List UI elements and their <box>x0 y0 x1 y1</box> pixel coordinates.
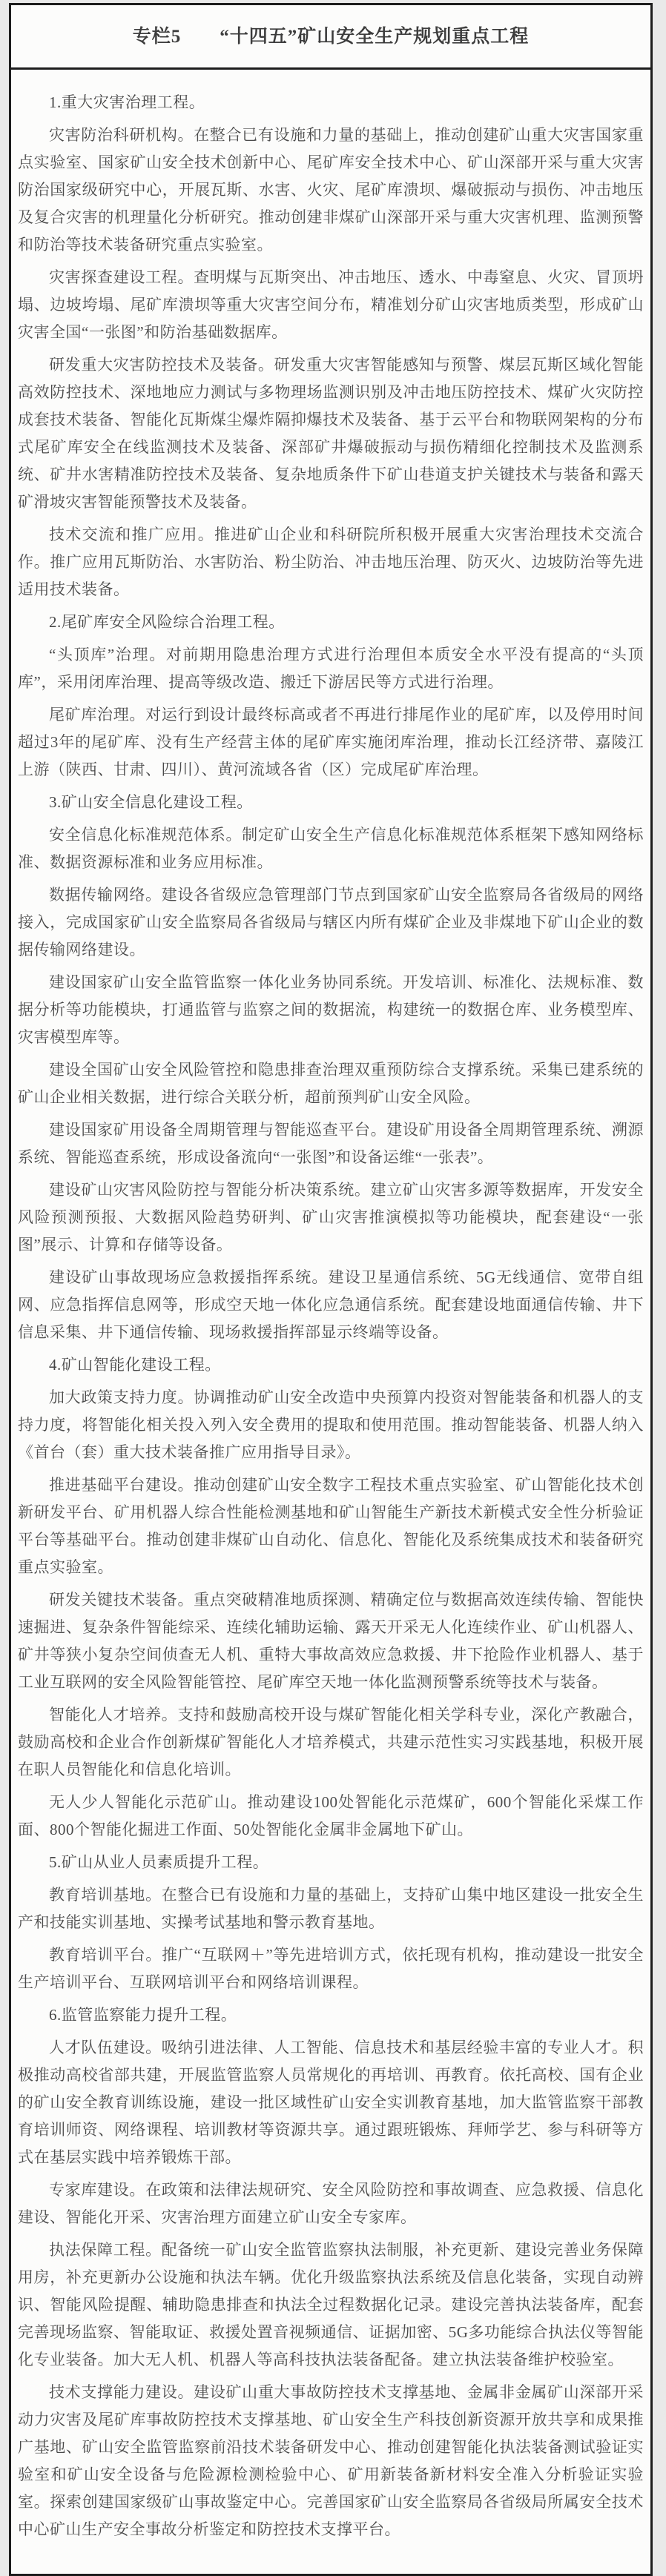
section-heading: 1.重大灾害治理工程。 <box>49 93 205 111</box>
column-box <box>9 3 653 2576</box>
paragraph: 教育培训平台。推广“互联网＋”等先进培训方式，依托现有机构，推动建设一批安全生产培训平台、互联网培训平台和网络培训课程。 <box>18 1946 644 1991</box>
column-body <box>11 70 650 2574</box>
paragraph: 建设全国矿山安全风险管控和隐患排查治理双重预防综合支撑系统。采集已建系统的矿山企业相关数据，进行综合关联分析，超前预判矿山安全风险。 <box>18 1061 644 1106</box>
paragraph: 建设矿山事故现场应急救援指挥系统。建设卫星通信系统、5G无线通信、宽带自组网、应急指挥信息网等，形成空天地一体化应急通信系统。配套建设地面通信传输、井下信息采集、井下通信传输、现场救援指挥部显示终端等设备。 <box>18 1268 644 1341</box>
section-heading: 4.矿山智能化建设工程。 <box>49 1356 221 1374</box>
paragraph: 研发重大灾害防控技术及装备。研发重大灾害智能感知与预警、煤层瓦斯区域化智能高效防控技术、深地地应力测试与多物理场监测识别及冲击地压防控技术、煤矿火灾防控成套技术装备、智能化瓦斯煤尘爆炸隔抑爆技术及装备、基于云平台和物联网架构的分布式尾矿库安全在线监测技术及装备、深部矿井爆破振动与损伤精细化控制技术及监测系统、矿井水害精准防控技术及装备、复杂地质条件下矿山巷道支护关键技术与装备和露天矿滑坡灾害智能预警技术及装备。 <box>18 356 644 511</box>
paragraph: 灾害防治科研机构。在整合已有设施和力量的基础上，推动创建矿山重大灾害国家重点实验室、国家矿山安全技术创新中心、尾矿库安全技术中心、矿山深部开采与重大灾害防治国家级研究中心，开展瓦斯、水害、火灾、尾矿库溃坝、爆破振动与损伤、冲击地压及复合灾害的机理量化分析研究。推动创建非煤矿山深部开采与重大灾害机理、监测预警和防治等技术装备研究重点实验室。 <box>18 126 644 254</box>
paragraph: 建设国家矿用设备全周期管理与智能巡查平台。建设矿用设备全周期管理系统、溯源系统、智能巡查系统，形成设备流向“一张图”和设备运维“一张表”。 <box>18 1121 644 1166</box>
paragraph: 智能化人才培养。支持和鼓励高校开设与煤矿智能化相关学科专业，深化产教融合，鼓励高校和企业合作创新煤矿智能化人才培养模式，共建示范性实习实践基地，积极开展在职人员智能化和信息化培训。 <box>18 1706 644 1778</box>
section-heading: 3.矿山安全信息化建设工程。 <box>49 793 253 811</box>
column-title: 专栏5 “十四五”矿山安全生产规划重点工程 <box>132 27 530 47</box>
paragraph: 专家库建设。在政策和法律法规研究、安全风险防控和事故调查、应急救援、信息化建设、智能化开采、灾害治理方面建立矿山安全专家库。 <box>18 2181 644 2226</box>
paragraph: 推进基础平台建设。推动创建矿山安全数字工程技术重点实验室、矿山智能化技术创新研发平台、矿用机器人综合性能检测基地和矿山智能生产新技术新模式安全性分析验证平台等基础平台。推动创建非煤矿山自动化、信息化、智能化及系统集成技术和装备研究重点实验室。 <box>18 1476 644 1576</box>
paragraph: 技术支撑能力建设。建设矿山重大事故防控技术支撑基地、金属非金属矿山深部开采动力灾害及尾矿库事故防控技术支撑基地、矿山安全生产科技创新资源开放共享和成果推广基地、矿山安全监管监察前沿技术装备研发中心、推动创建智能化执法装备测试验证实验室和矿山安全设备与危险源检测检验中心、矿用新装备新材料安全准入分析验证实验室。探索创建国家级矿山事故鉴定中心。完善国家矿山安全监察局各省级局所属安全技术中心矿山生产安全事故分析鉴定和防控技术支撑平台。 <box>18 2383 644 2538</box>
paragraph: 灾害探查建设工程。查明煤与瓦斯突出、冲击地压、透水、中毒窒息、火灾、冒顶坍塌、边坡垮塌、尾矿库溃坝等重大灾害空间分布，精准划分矿山灾害地质类型，形成矿山灾害全国“一张图”和防治基础数据库。 <box>18 268 644 341</box>
paragraph: 无人少人智能化示范矿山。推动建设100处智能化示范煤矿，600个智能化采煤工作面、800个智能化掘进工作面、50处智能化金属非金属地下矿山。 <box>18 1793 644 1838</box>
paragraph: 人才队伍建设。吸纳引进法律、人工智能、信息技术和基层经验丰富的专业人才。积极推动高校省部共建，开展监管监察人员常规化的再培训、再教育。依托高校、国有企业的矿山安全教育训练设施，建设一批区域性矿山安全实训教育基地，加大监管监察干部教育培训师资、网络课程、培训教材等资源共享。通过跟班锻炼、拜师学艺、参与科研等方式在基层实践中培养锻炼干部。 <box>18 2039 644 2166</box>
paragraph: 安全信息化标准规范体系。制定矿山安全生产信息化标准规范体系框架下感知网络标准、数据资源标准和业务应用标准。 <box>18 826 644 871</box>
section-heading: 6.监管监察能力提升工程。 <box>49 2006 237 2024</box>
paragraph: 研发关键技术装备。重点突破精准地质探测、精确定位与数据高效连续传输、智能快速掘进、复杂条件智能综采、连续化辅助运输、露天开采无人化连续作业、矿山机器人、矿井等狭小复杂空间侦查无人机、重特大事故高效应急救援、井下抢险作业机器人、基于工业互联网的安全风险智能管控、尾矿库空天地一体化监测预警系统等技术与装备。 <box>18 1591 644 1691</box>
paragraph: 技术交流和推广应用。推进矿山企业和科研院所积极开展重大灾害治理技术交流合作。推广应用瓦斯防治、水害防治、粉尘防治、冲击地压治理、防灭火、边坡防治等先进适用技术装备。 <box>18 526 644 598</box>
paragraph: 执法保障工程。配备统一矿山安全监管监察执法制服，补充更新、建设完善业务保障用房，补充更新办公设施和执法车辆。优化升级监察执法系统及信息化装备，实现自动辨识、智能风险提醒、辅助隐患排查和执法全过程数据化记录。建设完善执法装备库，配套完善现场监察、智能取证、救援处置音视频通信、证据加密、5G多功能综合执法仪等智能化专业装备。加大无人机、机器人等高科技执法装备配备。建立执法装备维护校验室。 <box>18 2241 644 2368</box>
paragraph: 建设国家矿山安全监管监察一体化业务协同系统。开发培训、标准化、法规标准、数据分析等功能模块，打通监管与监察之间的数据流，构建统一的数据仓库、业务模型库、灾害模型库等。 <box>18 973 644 1046</box>
paragraph: “头顶库”治理。对前期用隐患治理方式进行治理但本质安全水平没有提高的“头顶库”，采用闭库治理、提高等级改造、搬迁下游居民等方式进行治理。 <box>18 646 644 691</box>
section-heading: 2.尾矿库安全风险综合治理工程。 <box>49 613 285 631</box>
paragraph: 建设矿山灾害风险防控与智能分析决策系统。建立矿山灾害多源等数据库，开发安全风险预测预报、大数据风险趋势研判、矿山灾害推演模拟等功能模块，配套建设“一张图”展示、计算和存储等设备。 <box>18 1181 644 1254</box>
paragraph: 尾矿库治理。对运行到设计最终标高或者不再进行排尾作业的尾矿库，以及停用时间超过3年的尾矿库、没有生产经营主体的尾矿库实施闭库治理，推动长江经济带、嘉陵江上游（陕西、甘肃、四川）、黄河流域各省（区）完成尾矿库治理。 <box>18 706 644 778</box>
section-heading: 5.矿山从业人员素质提升工程。 <box>49 1853 269 1871</box>
paragraph: 加大政策支持力度。协调推动矿山安全改造中央预算内投资对智能装备和机器人的支持力度，将智能化相关投入列入安全费用的提取和使用范围。推动智能装备、机器人纳入《首台（套）重大技术装备推广应用指导目录》。 <box>18 1388 644 1461</box>
paragraph: 数据传输网络。建设各省级应急管理部门节点到国家矿山安全监察局各省级局的网络接入，完成国家矿山安全监察局各省级局与辖区内所有煤矿企业及非煤地下矿山企业的数据传输网络建设。 <box>18 886 644 958</box>
paragraph: 教育培训基地。在整合已有设施和力量的基础上，支持矿山集中地区建设一批安全生产和技能实训基地、实操考试基地和警示教育基地。 <box>18 1886 644 1931</box>
column-header <box>11 5 650 70</box>
